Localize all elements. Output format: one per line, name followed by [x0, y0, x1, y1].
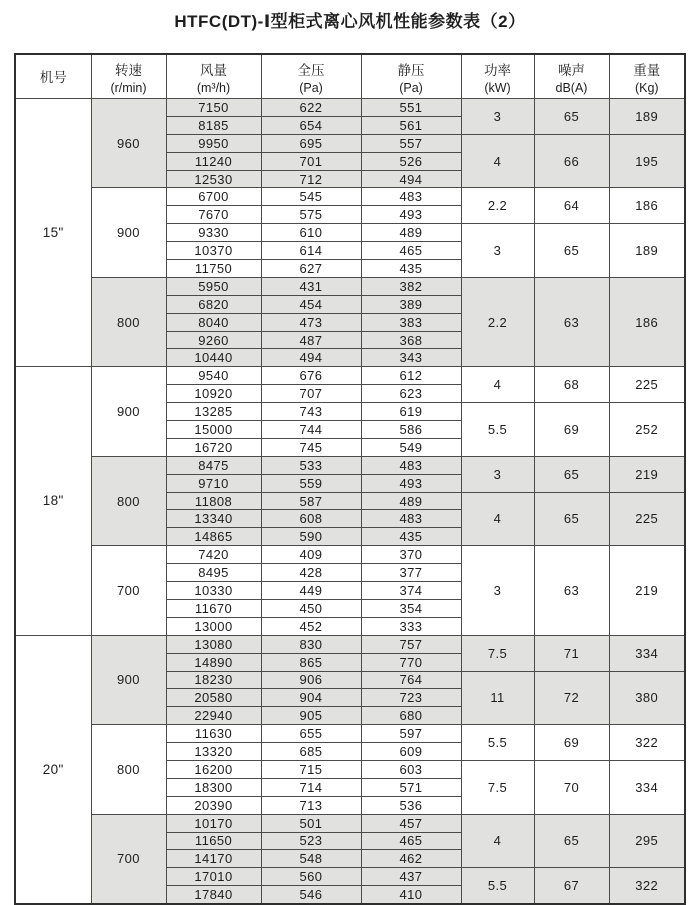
power-cell: 2.2 — [461, 188, 534, 224]
power-cell: 3 — [461, 546, 534, 635]
total-pressure-cell: 707 — [261, 385, 361, 403]
flow-cell: 9540 — [166, 367, 261, 385]
flow-cell: 11650 — [166, 832, 261, 850]
power-cell: 7.5 — [461, 635, 534, 671]
flow-cell: 14865 — [166, 528, 261, 546]
power-cell: 4 — [461, 134, 534, 188]
power-cell: 3 — [461, 224, 534, 278]
flow-cell: 18300 — [166, 778, 261, 796]
weight-cell: 380 — [609, 671, 685, 725]
static-pressure-cell: 333 — [361, 617, 461, 635]
col-header-label: 机号 — [39, 69, 67, 85]
static-pressure-cell: 723 — [361, 689, 461, 707]
speed-cell: 900 — [91, 367, 166, 456]
static-pressure-cell: 597 — [361, 725, 461, 743]
speed-cell: 800 — [91, 456, 166, 545]
flow-cell: 13000 — [166, 617, 261, 635]
static-pressure-cell: 465 — [361, 242, 461, 260]
static-pressure-cell: 374 — [361, 582, 461, 600]
power-cell: 11 — [461, 671, 534, 725]
static-pressure-cell: 770 — [361, 653, 461, 671]
flow-cell: 13080 — [166, 635, 261, 653]
table-row — [15, 546, 685, 564]
total-pressure-cell: 487 — [261, 331, 361, 349]
static-pressure-cell: 609 — [361, 743, 461, 761]
noise-cell: 70 — [534, 760, 609, 814]
static-pressure-cell: 551 — [361, 99, 461, 117]
speed-cell: 960 — [91, 99, 166, 188]
flow-cell: 11630 — [166, 725, 261, 743]
noise-cell: 65 — [534, 492, 609, 546]
total-pressure-cell: 622 — [261, 99, 361, 117]
flow-cell: 9950 — [166, 134, 261, 152]
total-pressure-cell: 614 — [261, 242, 361, 260]
total-pressure-cell: 676 — [261, 367, 361, 385]
static-pressure-cell: 561 — [361, 116, 461, 134]
total-pressure-cell: 428 — [261, 564, 361, 582]
fan-performance-table — [14, 53, 686, 905]
flow-cell: 6820 — [166, 295, 261, 313]
total-pressure-cell: 627 — [261, 260, 361, 278]
total-pressure-cell: 714 — [261, 778, 361, 796]
static-pressure-cell: 483 — [361, 188, 461, 206]
total-pressure-cell: 713 — [261, 796, 361, 814]
weight-cell: 189 — [609, 99, 685, 135]
flow-cell: 8040 — [166, 313, 261, 331]
static-pressure-cell: 465 — [361, 832, 461, 850]
machine-size-cell: 20" — [15, 635, 91, 904]
col-header-unit: dB(A) — [555, 80, 588, 95]
col-header-power — [461, 54, 534, 99]
flow-cell: 7150 — [166, 99, 261, 117]
flow-cell: 14170 — [166, 850, 261, 868]
total-pressure-cell: 575 — [261, 206, 361, 224]
header-row — [15, 54, 685, 99]
total-pressure-cell: 449 — [261, 582, 361, 600]
static-pressure-cell: 757 — [361, 635, 461, 653]
total-pressure-cell: 431 — [261, 277, 361, 295]
static-pressure-cell: 493 — [361, 474, 461, 492]
total-pressure-cell: 712 — [261, 170, 361, 188]
static-pressure-cell: 354 — [361, 599, 461, 617]
static-pressure-cell: 483 — [361, 510, 461, 528]
col-header-total-pressure — [261, 54, 361, 99]
weight-cell: 252 — [609, 403, 685, 457]
col-header-unit: (r/min) — [110, 80, 147, 95]
flow-cell: 11670 — [166, 599, 261, 617]
flow-cell: 15000 — [166, 421, 261, 439]
total-pressure-cell: 501 — [261, 814, 361, 832]
weight-cell: 322 — [609, 725, 685, 761]
table-row — [15, 814, 685, 832]
col-header-static-pressure — [361, 54, 461, 99]
weight-cell: 334 — [609, 635, 685, 671]
flow-cell: 13340 — [166, 510, 261, 528]
table-row — [15, 456, 685, 474]
static-pressure-cell: 435 — [361, 260, 461, 278]
static-pressure-cell: 603 — [361, 760, 461, 778]
speed-cell: 800 — [91, 277, 166, 366]
flow-cell: 8495 — [166, 564, 261, 582]
weight-cell: 195 — [609, 134, 685, 188]
total-pressure-cell: 906 — [261, 671, 361, 689]
flow-cell: 20580 — [166, 689, 261, 707]
total-pressure-cell: 743 — [261, 403, 361, 421]
flow-cell: 9710 — [166, 474, 261, 492]
flow-cell: 7670 — [166, 206, 261, 224]
table-row — [15, 367, 685, 385]
noise-cell: 68 — [534, 367, 609, 403]
total-pressure-cell: 830 — [261, 635, 361, 653]
table-row — [15, 277, 685, 295]
total-pressure-cell: 494 — [261, 349, 361, 367]
col-header-flow — [166, 54, 261, 99]
flow-cell: 11240 — [166, 152, 261, 170]
total-pressure-cell: 701 — [261, 152, 361, 170]
weight-cell: 186 — [609, 277, 685, 366]
weight-cell: 189 — [609, 224, 685, 278]
flow-cell: 14890 — [166, 653, 261, 671]
total-pressure-cell: 545 — [261, 188, 361, 206]
total-pressure-cell: 904 — [261, 689, 361, 707]
flow-cell: 13320 — [166, 743, 261, 761]
page-title: HTFC(DT)-Ⅰ型柜式离心风机性能参数表（2） — [174, 12, 526, 31]
total-pressure-cell: 655 — [261, 725, 361, 743]
flow-cell: 10440 — [166, 349, 261, 367]
total-pressure-cell: 548 — [261, 850, 361, 868]
noise-cell: 72 — [534, 671, 609, 725]
flow-cell: 11750 — [166, 260, 261, 278]
weight-cell: 219 — [609, 456, 685, 492]
col-header-label: 功率 — [484, 62, 511, 78]
flow-cell: 10920 — [166, 385, 261, 403]
total-pressure-cell: 560 — [261, 868, 361, 886]
flow-cell: 8475 — [166, 456, 261, 474]
total-pressure-cell: 587 — [261, 492, 361, 510]
col-header-label: 重量 — [633, 62, 661, 78]
col-header-speed — [91, 54, 166, 99]
static-pressure-cell: 623 — [361, 385, 461, 403]
flow-cell: 20390 — [166, 796, 261, 814]
static-pressure-cell: 619 — [361, 403, 461, 421]
static-pressure-cell: 410 — [361, 886, 461, 904]
static-pressure-cell: 389 — [361, 295, 461, 313]
static-pressure-cell: 549 — [361, 438, 461, 456]
power-cell: 3 — [461, 99, 534, 135]
noise-cell: 63 — [534, 277, 609, 366]
flow-cell: 18230 — [166, 671, 261, 689]
power-cell: 4 — [461, 814, 534, 868]
flow-cell: 17840 — [166, 886, 261, 904]
flow-cell: 12530 — [166, 170, 261, 188]
total-pressure-cell: 523 — [261, 832, 361, 850]
static-pressure-cell: 462 — [361, 850, 461, 868]
flow-cell: 16720 — [166, 438, 261, 456]
static-pressure-cell: 680 — [361, 707, 461, 725]
noise-cell: 65 — [534, 224, 609, 278]
total-pressure-cell: 590 — [261, 528, 361, 546]
static-pressure-cell: 586 — [361, 421, 461, 439]
flow-cell: 17010 — [166, 868, 261, 886]
static-pressure-cell: 483 — [361, 456, 461, 474]
total-pressure-cell: 450 — [261, 599, 361, 617]
flow-cell: 11808 — [166, 492, 261, 510]
total-pressure-cell: 685 — [261, 743, 361, 761]
power-cell: 5.5 — [461, 725, 534, 761]
noise-cell: 66 — [534, 134, 609, 188]
weight-cell: 334 — [609, 760, 685, 814]
total-pressure-cell: 715 — [261, 760, 361, 778]
flow-cell: 13285 — [166, 403, 261, 421]
weight-cell: 219 — [609, 546, 685, 635]
total-pressure-cell: 409 — [261, 546, 361, 564]
static-pressure-cell: 383 — [361, 313, 461, 331]
speed-cell: 700 — [91, 546, 166, 635]
col-header-label: 噪声 — [558, 62, 585, 78]
power-cell: 4 — [461, 492, 534, 546]
static-pressure-cell: 489 — [361, 492, 461, 510]
flow-cell: 10370 — [166, 242, 261, 260]
weight-cell: 225 — [609, 492, 685, 546]
total-pressure-cell: 452 — [261, 617, 361, 635]
static-pressure-cell: 764 — [361, 671, 461, 689]
weight-cell: 225 — [609, 367, 685, 403]
noise-cell: 69 — [534, 725, 609, 761]
table-body — [15, 99, 685, 905]
machine-size-cell: 18" — [15, 367, 91, 635]
col-header-noise — [534, 54, 609, 99]
col-header-unit: (Kg) — [634, 80, 659, 95]
power-cell: 7.5 — [461, 760, 534, 814]
total-pressure-cell: 745 — [261, 438, 361, 456]
weight-cell: 186 — [609, 188, 685, 224]
noise-cell: 69 — [534, 403, 609, 457]
static-pressure-cell: 368 — [361, 331, 461, 349]
speed-cell: 900 — [91, 635, 166, 724]
table-row — [15, 725, 685, 743]
power-cell: 5.5 — [461, 403, 534, 457]
power-cell: 2.2 — [461, 277, 534, 366]
col-header-unit: (m³/h) — [196, 80, 231, 95]
noise-cell: 63 — [534, 546, 609, 635]
flow-cell: 9260 — [166, 331, 261, 349]
total-pressure-cell: 559 — [261, 474, 361, 492]
total-pressure-cell: 533 — [261, 456, 361, 474]
table-row — [15, 635, 685, 653]
static-pressure-cell: 489 — [361, 224, 461, 242]
col-header-weight — [609, 54, 685, 99]
flow-cell: 5950 — [166, 277, 261, 295]
speed-cell: 800 — [91, 725, 166, 814]
total-pressure-cell: 454 — [261, 295, 361, 313]
flow-cell: 9330 — [166, 224, 261, 242]
static-pressure-cell: 494 — [361, 170, 461, 188]
col-header-unit: (Pa) — [299, 80, 323, 95]
power-cell: 3 — [461, 456, 534, 492]
col-header-unit: (kW) — [484, 80, 511, 95]
power-cell: 5.5 — [461, 868, 534, 904]
noise-cell: 65 — [534, 814, 609, 868]
col-header-label: 风量 — [200, 62, 227, 78]
total-pressure-cell: 546 — [261, 886, 361, 904]
total-pressure-cell: 905 — [261, 707, 361, 725]
static-pressure-cell: 493 — [361, 206, 461, 224]
table-row — [15, 188, 685, 206]
noise-cell: 67 — [534, 868, 609, 904]
table-row — [15, 99, 685, 117]
weight-cell: 322 — [609, 868, 685, 904]
noise-cell: 71 — [534, 635, 609, 671]
col-header-machine — [15, 54, 91, 99]
static-pressure-cell: 536 — [361, 796, 461, 814]
flow-cell: 16200 — [166, 760, 261, 778]
speed-cell: 700 — [91, 814, 166, 904]
speed-cell: 900 — [91, 188, 166, 277]
noise-cell: 64 — [534, 188, 609, 224]
static-pressure-cell: 437 — [361, 868, 461, 886]
total-pressure-cell: 654 — [261, 116, 361, 134]
flow-cell: 8185 — [166, 116, 261, 134]
total-pressure-cell: 608 — [261, 510, 361, 528]
flow-cell: 10330 — [166, 582, 261, 600]
noise-cell: 65 — [534, 456, 609, 492]
flow-cell: 7420 — [166, 546, 261, 564]
static-pressure-cell: 370 — [361, 546, 461, 564]
static-pressure-cell: 457 — [361, 814, 461, 832]
flow-cell: 10170 — [166, 814, 261, 832]
col-header-label: 全压 — [297, 62, 325, 78]
total-pressure-cell: 744 — [261, 421, 361, 439]
total-pressure-cell: 865 — [261, 653, 361, 671]
static-pressure-cell: 382 — [361, 277, 461, 295]
total-pressure-cell: 695 — [261, 134, 361, 152]
flow-cell: 22940 — [166, 707, 261, 725]
static-pressure-cell: 612 — [361, 367, 461, 385]
static-pressure-cell: 557 — [361, 134, 461, 152]
machine-size-cell: 15" — [15, 99, 91, 367]
power-cell: 4 — [461, 367, 534, 403]
static-pressure-cell: 435 — [361, 528, 461, 546]
static-pressure-cell: 377 — [361, 564, 461, 582]
static-pressure-cell: 343 — [361, 349, 461, 367]
col-header-unit: (Pa) — [399, 80, 423, 95]
weight-cell: 295 — [609, 814, 685, 868]
total-pressure-cell: 610 — [261, 224, 361, 242]
noise-cell: 65 — [534, 99, 609, 135]
static-pressure-cell: 571 — [361, 778, 461, 796]
static-pressure-cell: 526 — [361, 152, 461, 170]
flow-cell: 6700 — [166, 188, 261, 206]
total-pressure-cell: 473 — [261, 313, 361, 331]
col-header-label: 转速 — [115, 62, 142, 78]
col-header-label: 静压 — [397, 62, 425, 78]
